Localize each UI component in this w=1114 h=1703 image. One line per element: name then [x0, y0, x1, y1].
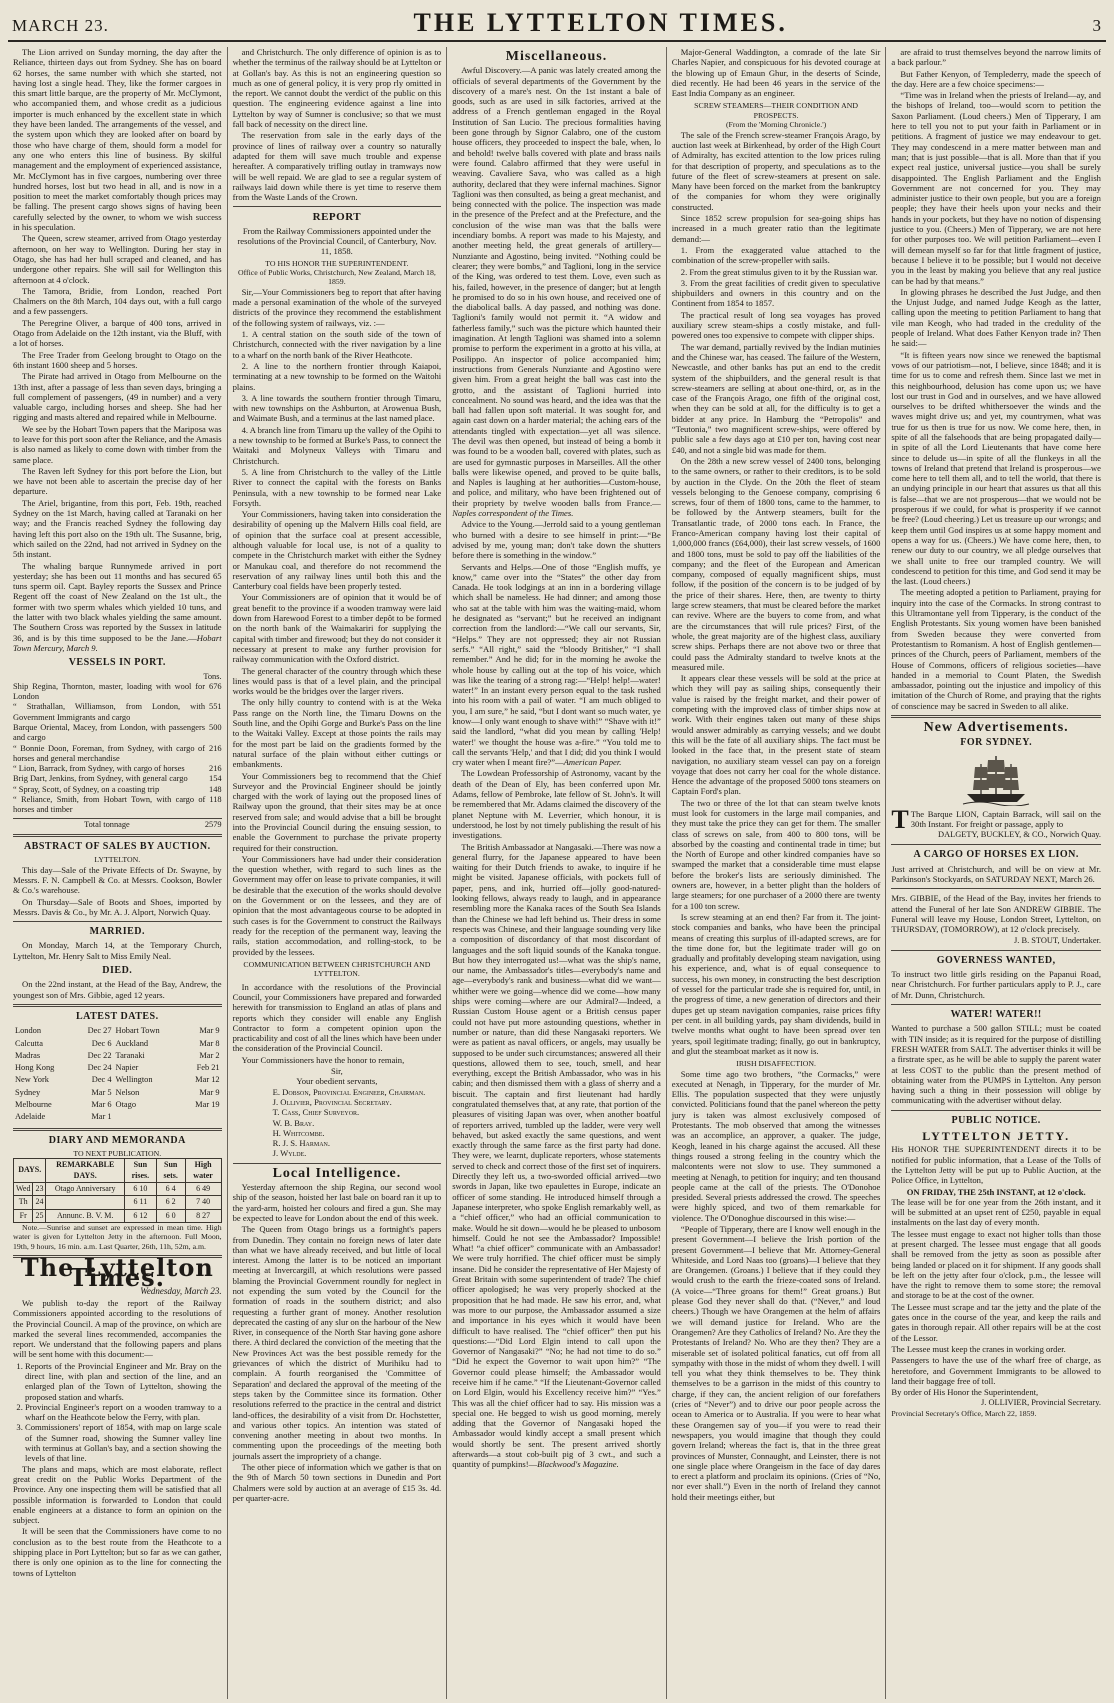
- diary-column-header: DAYS.: [14, 1159, 46, 1183]
- diary-header-row: [14, 1159, 222, 1183]
- screw-para-9: It appears clear these vessels will be sold at the price at which they will pay as sailing ships, consequently their value is raised by the freight market, and their power of competing with the improved class of timber ships now at work. With their engines taken out many of these ships would answer admirably as carrying vessels; and we doubt this will be the fate of all auxiliary ships. The fact must be looked in the face that, in the present state of steam navigation, no auxiliary steam vessel can pay on a foreign voyage that does not carry her coal for the whole distance. Hence the advantage of the proposed 5000 tons steamers on Captain Ford's plan.: [671, 673, 881, 797]
- vessel-row: [13, 702, 222, 723]
- died-heading: DIED.: [102, 965, 133, 977]
- dates-place: London: [15, 1026, 42, 1036]
- diary-cell: 8 27: [185, 1209, 221, 1222]
- report-signer: J. Ollivier, Provincial Secretary.: [272, 1096, 392, 1107]
- ad-jetty-body: His HONOR THE SUPERINTENDENT directs it to be notified for public information, that a Lease of the Tolls of the Lyttelton Jetty will be put up to Public Auction, at the Police Office, in Lyttelton,: [891, 1144, 1101, 1186]
- ad-governess-body: To instruct two little girls residing on the Papanui Road, near Christchurch. For further particulars apply to P. J., care of Mr. Dunn, Christchurch.: [891, 969, 1101, 1000]
- diary-row: [14, 1196, 222, 1209]
- ad-funeral: [891, 893, 1101, 945]
- shipping-news-10-text: The whaling barque Runnymede arrived in port yesterday; she has been out 11 months and has secured 65 tuns sperm oil. Capt. Bayley reports the Sussex and Prince Regent off the coast of New Zealand on the 1st ult., the former with two sperm whales which yielded 10 tuns, and the latter with two black whales yielding the same amount. The Southern Cross was reported by the Sussex in latitude 36, and is by this time supposed to be the Jane.—: [13, 560, 222, 643]
- ad-for-sydney-heading: FOR SYDNEY.: [960, 737, 1033, 749]
- editorial-masthead: The Lyttelton Times.: [20, 1253, 214, 1293]
- vessel-tons: 676: [209, 681, 222, 691]
- dates-value: Mar 8: [199, 1038, 220, 1048]
- vessel-row: [13, 682, 222, 703]
- column-5: [886, 47, 1106, 1699]
- vessel-tons: 216: [209, 743, 222, 753]
- ad-horses-heading: A CARGO OF HORSES EX LION.: [913, 849, 1079, 861]
- report-address: Office of Public Works, Christchurch, New Zealand, March 18, 1859.: [237, 268, 436, 287]
- report-signer: J. Wylde.: [272, 1148, 307, 1159]
- misc-source-1: Naples correspondent of the Times.: [452, 508, 574, 519]
- ad-jetty-para-7: By order of His Honor the Superintendent,: [891, 1387, 1039, 1398]
- shipping-news-6: The Pirate had arrived in Otago from Melbourne on the 13th inst, after a passage of less than seven days, bringing a full complement of passengers, (49 in number) and a very valuable cargo, including horses and sheep. She had her rigging and masts altered and repaired while in Melbourne.: [13, 371, 222, 423]
- report-para-2: 1. A central station on the south side of the town of Christchurch, connected with the river navigation by a line to a wharf on the north bank of the River Heathcote.: [232, 329, 442, 360]
- dates-row: [13, 1111, 222, 1123]
- divider: [13, 921, 222, 922]
- report-para-6: 5. A line from Christchurch to the valley of the Little River to connect the capital with the forests on Banks Peninsula, with a new township to be formed near Lake Forsyth.: [232, 466, 442, 508]
- irish-disaffection-heading: IRISH DISAFFECTION.: [736, 1059, 816, 1069]
- report-signer: H. Whitcombe.: [272, 1127, 325, 1138]
- diary-cell: Fr: [14, 1209, 33, 1222]
- abstract-place: LYTTELTON.: [94, 855, 141, 865]
- diary-cell: 25: [33, 1209, 46, 1222]
- ad-jetty-para-2: The lease will be for one year from the 26th instant, and it will be submitted at an upset rent of £250, payable in equal instalments on the last day of every month.: [891, 1196, 1101, 1228]
- papers-list-item: 3. Commissioners' report of 1854, with map on large scale of the Sumner road, showing the Sumner valley line with terminus at Gollan's bay, and a section showing the levels of that line.: [25, 1422, 222, 1463]
- screw-para-3: 1. From the exaggerated value attached to the combination of the screw-propeller with sails.: [671, 244, 881, 266]
- report-signer: W. B. Bray.: [272, 1117, 315, 1128]
- shipping-news-7: We see by the Hobart Town papers that the Mariposa was to leave for this port soon after the Reliance, and the Amasis is also named as likely to come down with timber from the same place.: [13, 423, 222, 465]
- diary-column-header: Sun rises.: [124, 1159, 156, 1183]
- misc-advice-young: Advice to the Young.—Jerrold said to a young gentleman who burned with a desire to see himself in print:—“Be advised by me, young man; don't take down the shutters before there is something in the window.”: [452, 519, 661, 561]
- died-notice: On the 22nd instant, at the Head of the Bay, Andrew, the youngest son of Mrs. Gibbie, aged 12 years.: [13, 979, 222, 1000]
- ad-jetty-para-4: The Lessee must scrape and tar the jetty and the plate of the gates once in the course of the year, and keep the rails and gates in thorough repair. All other repairs will be at the cost of the Lessor.: [891, 1301, 1101, 1343]
- ad-governess-heading: GOVERNESS WANTED,: [936, 954, 1056, 966]
- sailing-ship-icon: [961, 752, 1031, 806]
- column-1: [8, 47, 228, 1699]
- misc-astronomy: The Lowdean Professorship of Astronomy, vacant by the death of the Dean of Ely, has been conferred upon Mr. Adams, fellow of Pembroke, late fellow of St. John's. It will be remembered that Mr. Adams claimed the discovery of the planet Neptune with M. Leverrier, which honour, it is understood, he lost by not timely publishing the result of his investigations.: [452, 768, 661, 841]
- report-salutation: Sir,: [330, 1066, 343, 1077]
- dates-value: Mar 2: [199, 1050, 220, 1060]
- dates-value: Feb 21: [196, 1063, 220, 1073]
- irish-para-6: In glowing phrases he described the Just Judge, and then the Unjust Judge, and named Judge Keogh as the latter, calling upon the meeting to petition Parliament to hang that vile man Keogh, who had traded in the credulity of the people of Ireland. What does Father Kenyon trade in? Then he said:—: [891, 286, 1101, 349]
- ad-jetty-footer: Provincial Secretary's Office, March 22, 1859.: [891, 1408, 1037, 1418]
- dates-place: Auckland: [115, 1038, 149, 1048]
- vessel-tons: 216: [209, 764, 222, 774]
- ad-horses-body: Just arrived at Christchurch, and will be on view at Mr. Parkinson's Stockyards, on SATURDAY NEXT, March 26.: [891, 863, 1101, 885]
- total-tonnage-row: [13, 818, 222, 830]
- diary-note: Note.—Sunrise and sunset are expressed in mean time. High water is given for Lyttelton Jetty in the afternoon. Full Moon, 19th, 9 hours, 16 min. a.m. Last Quarter, 26th, 11h, 52m, a.m.: [13, 1222, 222, 1251]
- irish-para-1: Some time ago two brothers, “the Cormacks,” were executed at Nenagh, in Tipperary, for the murder of Mr. Ellis. The population suspected that they were unjustly convicted. Politicians found that the panel whereon the petty jury is taken was almost exclusively composed of Protestants. The mob observed that among the witnesses was an accomplice, an approver, a quaker. The judge, Keogh, leaned in his charge against the accused. All these things roused a strong feeling in the country which the malcontents were not slow to use. They summoned a meeting at Nenagh, to petition for inquiry; and ten thousand people came at the call of the priests. The O'Donohoe presided. Several priests addressed the crowd. The speeches were highly spiced, and two of them remarkable for violence. The O'Donoghue discoursed in this wise:—: [671, 1068, 881, 1223]
- report-para-13: In accordance with the resolutions of the Provincial Council, your Commissioners have prepared and forwarded herewith for transmission to England an atlas of plans and reports which they consider will enable any English Contractor to form a competent opinion upon the practicability and cost of all the lines which have been under the consideration of the Provincial Council.: [232, 981, 442, 1054]
- vessel-row: [13, 744, 222, 765]
- diary-cell: 24: [33, 1196, 46, 1209]
- ad-water-body: Wanted to purchase a 500 gallon STILL; must be coated with TIN inside; as it is required for the purpose of distilling FRESH WATER from SALT. The advertiser thinks it will be a firstrate spec, as he will be able to supply the parent water at less COST to the public than the present method of obtaining water from the PUMPS in Lyttelton. Any person having such a thing in their possession will oblige by communicating with the advertiser without delay.: [891, 1023, 1101, 1106]
- report-signer: E. Dobson, Provincial Engineer, Chairman.: [272, 1086, 426, 1097]
- report-para-4: 3. A line towards the southern frontier through Timaru, with new townships on the Ashburton, at Arowenua Bush, and Waimate Bush, and a terminus at the last named place.: [232, 392, 442, 424]
- report-para-7: Your Commissioners, having taken into consideration the desirability of opening up the Malvern Hills coal field, are of opinion that the surface coal at present accessible, although valuable for local use, is not of a quality to compete in the Christchurch market with either the Sydney or Manukau coal, and therefore do not recommend the reservation of any railway lines until both this and the Canterbury coal fields have been properly tested.: [232, 509, 442, 592]
- ad-jetty-heading: PUBLIC NOTICE.: [951, 1114, 1041, 1126]
- abstract-item-2: On Thursday—Sale of Boots and Shoes, imported by Messrs. Davis & Co., by Mr. A. J. Alport, Norwich Quay.: [13, 896, 222, 917]
- report-signer: R. J. S. Harman.: [272, 1138, 331, 1149]
- obituary-waddington: Major-General Waddington, a comrade of the late Sir Charles Napier, and conspicuous for his devoted courage at the blowing up of Emaun Ghur, in the deserts of Scinde, died recently. He had been 46 years in the service of the East India Company as an engineer.: [671, 47, 881, 99]
- screw-para-4: 2. From the great stimulus given to it by the Russian war.: [680, 266, 878, 277]
- misc-source-3: Blackwood's Magazine.: [537, 1459, 619, 1470]
- ad-for-sydney-body: [891, 804, 1101, 834]
- latest-dates-table: [13, 1025, 222, 1123]
- screw-para-2: Since 1852 screw propulsion for sea-going ships has increased in a much greater ratio than the legitimate demand:—: [671, 213, 881, 244]
- diary-cell: [46, 1196, 124, 1209]
- ad-jetty-notice: [891, 1116, 1101, 1418]
- divider: [891, 1110, 1101, 1111]
- report-para-10: The only hilly country to contend with is at the Weka Pass range on the North line, the Timaru Downs on the South line, and the Opihi Gorge and Burke's Pass on the line to the Waitaki Valley. Except at those points the rails may for the most part be laid on the gradients formed by the natural surface of the plain without either cuttings or embankments.: [232, 697, 442, 770]
- dates-value: [181, 1111, 221, 1123]
- dates-value: Mar 5: [91, 1087, 112, 1097]
- papers-list-item: 1. Reports of the Provincial Engineer and Mr. Bray on the direct line, with plan and section of the line, and an enlarged plan of the Town of Lyttelton, showing the proposed station and wharfs.: [25, 1361, 222, 1402]
- misc-awful-discovery-text: Awful Discovery.—A panic was lately created among the officials of several departments of the Government by the discovery of a mare's nest. On the 1st instant a bale of goods, such as are used in silk factories, arrived at the address of a French gentleman engaged in the Royal Institution of San Lucio. The precious formalities having been gone through by Signor Calabro, one of the custom house officers, they proceeded to inspect the bale, when, lo and behold! twelve balls covered with plate and brass nails were found. Calabro affirmed that they were useful in weaving. Cavaliere Sava, who was called as a high authority, declared that they were infernal machines. Signor Taglioni was then consulted, as being a great mechanist, and being connected with the police. The inspection was made in the presence of the Prefect and at the Prefecture, and the conclusion of the wise man was that the balls were incendiary bombs. A report was made to his Majesty, and another meeting held, the great generals of artillery—Nunziante and Agostino, being invited. “Nothing could be clearer; they were bombs,” and Taglioni, long in the service of the King, was ordered to test them. Love, even such as his, failed, however, in the presence of danger; but at length he promised to do so in his own house, and received one of the diabolical balls. A day passed, and nothing was done. Taglioni's family would not permit it. “A widow and fatherless family,” such was the picture which haunted their imagination. At length Taglioni was shamed into a solemn promise to perform the experiment in a grotto at his villa, at Posilippo. An inspector of police accompanied him; instructions from Generals Nunziante and Agostino were given him. From a great height the ball was cast into the grotto, and the assistant of Taglioni hurried into concealment. No sound was heard, and the idea was that the ball had fallen upon soft material. It was sought for, and again cast down on a harder material; the aching ears of the attendants tingled with expectation—yet all was silence. The devil was then opened, but instead of being a bomb it was found to be a wooden ball, covered with plates, such as are used for gymnastic purposes in Marseilles. All the other balls were likewise opened, and proved to be quite balls, and Naples is laughing at her authorities—Custom-house, and police, and military, who have been frightened out of their propriety by twelve wooden balls from France.—: [452, 65, 661, 508]
- diary-column-header: High water: [185, 1159, 221, 1183]
- screw-para-7: The war demand, partially revived by the Indian mutinies and the Chinese war, has ceased. The failure of the Western, Newcastle, and other banks has put an end to the credit system of the shipbuilders, and the general result is that screw-steamers are selling at about one-third, or, as in the case of the François Arago, one fifth of the original cost, when they can be sold at all, for the difficulty is to get a bidder at any price. In Hamburg the “Petropolis” and “Teutonia,” two magnificent screw-ships, were offered by public sale a few days ago at £10 per ton, having cost near £40, and not a single bid was made for them.: [671, 341, 881, 455]
- report-signer: T. Cass, Chief Surveyor.: [272, 1107, 360, 1118]
- vessel-name: “ Strathallan, Williamson, from London, with Government Immigrants and cargo: [13, 702, 206, 722]
- dates-value: Dec 24: [87, 1063, 112, 1073]
- dates-row: [13, 1074, 222, 1086]
- new-advertisements-heading: New Advertisements.: [923, 720, 1069, 735]
- dates-place: Calcutta: [15, 1038, 43, 1048]
- diary-cell: 7 40: [185, 1196, 221, 1209]
- local-para-2: The Queen from Otago brings us a fortnight's papers from Dunedin. They contain no foreign news of later date than what we have already received, and but little of local interest. Among the latter is to be noticed an important meeting at Invercargill, at which resolutions were passed blaming the Provincial Government roundly for neglect in not expending the sum voted by the Council for the formation of roads in the southern district; and also requesting a further grant of money. Another resolution deprecated the casting of any slur on the harbour of the New River, in consequence of the North Star having gone ashore there. A third declared the conviction of the meeting that the New Provinces Act was the best possible remedy for the grievances of which the district of Murihiku had to complain. A fourth reorganised the 'Committee of Separation' and declared the approval of the meeting of the steps taken by the Committee since its formation. Other resolutions referred to the practice in the central and district land-offices, the desirability of a visit from Dr. Hochstetter, and various other topics. An intention was stated of convening another meeting in about two months. In commenting upon the proceedings of the meeting both journals assert the impropriety of a change.: [232, 1224, 442, 1461]
- divider: [891, 715, 1101, 718]
- shipping-news-3: The Tamora, Bridie, from London, reached Port Chalmers on the 8th March, 104 days out, with a full cargo and a few passengers.: [13, 285, 222, 317]
- local-para-3: The other piece of information which we gather is that on the 9th of March 50 town sections in Dunedin and Port Chalmers were sold by auction at an average of £15 3s. 4d. per quarter-acre.: [232, 1462, 442, 1503]
- diary-subheading: TO NEXT PUBLICATION.: [73, 1148, 162, 1158]
- miscellaneous-heading: Miscellaneous.: [505, 49, 608, 64]
- diary-cell: 6 11: [124, 1196, 156, 1209]
- ad-funeral-body: Mrs. GIBBIE, of the Head of the Bay, invites her friends to attend the Funeral of her late Son ANDREW GIBBIE. The Funeral will leave my House, London Street, Lyttelton, on THURSDAY, (TOMORROW), at 12 o'clock precisely.: [891, 893, 1101, 935]
- dates-value: Mar 9: [199, 1087, 220, 1097]
- vessel-name: “ Reliance, Smith, from Hobart Town, with cargo of horses and timber: [13, 795, 206, 815]
- diary-cell: 6 12: [124, 1209, 156, 1222]
- dates-value: Dec 22: [87, 1050, 112, 1060]
- abstract-item-1: This day—Sale of the Private Effects of Dr. Swayne, by Messrs. F. N. Campbell & Co. at Messrs. Cookson, Bowler & Co.'s warehouse.: [13, 864, 222, 896]
- ad-water: [891, 1010, 1101, 1106]
- report-para-9: The general character of the country through which these lines would pass is that of a level plain, and the principal works would be the bridges over the larger rivers.: [232, 665, 442, 697]
- dates-value: Dec 27: [87, 1026, 112, 1036]
- dates-value: Dec 6: [91, 1038, 112, 1048]
- dates-row: [13, 1038, 222, 1050]
- dates-place: New York: [15, 1075, 49, 1085]
- column-4: [667, 47, 887, 1699]
- ad-jetty-para-6: Passengers to have the use of the wharf free of charge, as heretofore, and Government Immigrants to be allowed to land their baggage free of toll.: [891, 1355, 1101, 1386]
- ad-jetty-signature: J. OLLIVIER, Provincial Secretary.: [981, 1398, 1101, 1408]
- report-signatures: [233, 1087, 442, 1159]
- dates-place: Sydney: [15, 1087, 41, 1097]
- irish-para-5: “Time was in Ireland when the priests of Ireland—ay, and the bishops of Ireland, too—would scorn to petition the Saxon Parliament. (Loud cheers.) Men of Tipperary, I am here to tell you not to put your faith in Parliament or in petitions. A fragment of justice we may endeavour to get. They may condescend in a mere matter between man and man; that is just possible—that is all. More than that if you expect real justice, universal justice—you shall be surely disappointed. The English Parliament and the English Government are not concerned for you. They may administer justice to their own people, but you are a foreign people; they have their heels upon your necks and their hands in your pockets, but they have no notion of dispensing justice to you. (Cheers.) Men of Tipperary, we are not here for other purposes too. We will petition Parliament—even I will demean myself so far for that little fragment of justice, because I believe it to be possible; but I would not deceive you in the least by making you believe that any real justice can be had by that means.”: [891, 90, 1101, 286]
- editorial-date: Wednesday, March 23.: [140, 1285, 222, 1296]
- report-para-14: Your Commissioners have the honor to remain,: [241, 1054, 405, 1065]
- dates-value: Mar 12: [195, 1075, 220, 1085]
- vessel-tons: 118: [209, 795, 222, 805]
- vessel-row: [13, 774, 222, 784]
- diary-cell: 6 49: [185, 1182, 221, 1195]
- dropcap: T: [891, 804, 909, 834]
- tons-header: [13, 672, 222, 682]
- vessel-name: Brig Dart, Jenkins, from Sydney, with general cargo: [13, 774, 188, 784]
- diary-cell: Otago Anniversary: [46, 1182, 124, 1195]
- misc-ambassador: [452, 842, 661, 1470]
- total-tonnage-label: Total tonnage: [84, 819, 130, 829]
- dates-place: Napier: [115, 1063, 139, 1073]
- dates-value: Dec 4: [91, 1075, 112, 1085]
- vessel-row: [13, 785, 222, 795]
- tons-label: Tons.: [203, 671, 222, 681]
- newspaper-title: THE LYTTELTON TIMES.: [413, 8, 788, 37]
- dates-place: Nelson: [115, 1087, 140, 1097]
- shipping-news-8: The Raven left Sydney for this port before the Lion, but we have not been able to ascertain the precise day of her departure.: [13, 465, 222, 497]
- dates-value: Mar 19: [195, 1100, 220, 1110]
- screw-para-8: On the 28th a new screw vessel of 2400 tons, belonging to the same owners, or rather to their creditors, is to be sold by auction in the Clyde. On the 20th the fleet of steam vessels belonging to the Genoese company, comprising 6 screws, four of them of 1800 tons, came to the hammer, to be followed by the Antwerp steamers, built for the Transatlantic trade, of 2000 tons each. In France, the Franco-American company having lost their capital of 1,000,000 francs (£64,000), their last screw vessels, of 1600 and 1800 tons, must be sold to pay off the liabilities of the company; and the fleet of the European and American company, composed of equally magnificent ships, must follow, if the position of the concern is to be judged of by the price of their shares. Here, then, are twenty to thirty large screw steamers, that must be cleared before the market can revive. Where are the buyers to come from, and what are the circumstances that will rule prices? First, of the whole, the great majority are of the highest class, auxiliary screw ships. Perhaps there are not above two or three that could pass the Admiralty standard to twelve knots at the measured mile.: [671, 455, 881, 672]
- ad-horses: [891, 850, 1101, 884]
- total-tonnage-value: 2579: [204, 819, 222, 829]
- screw-para-6: The practical result of long sea voyages has proved auxiliary screw steam-ships a costly mistake, and full-powered ones too expensive to compete with clipper ships.: [671, 309, 881, 341]
- dates-value: Mar 6: [91, 1100, 112, 1110]
- screw-steamers-heading: SCREW STEAMERS—THEIR CONDITION AND PROSPECTS.: [694, 101, 858, 120]
- report-para-8: Your Commissioners are of opinion that it would be of great benefit to the province if a wooden tramway were laid down from Harewood Forest to a timber depôt to be formed on the north bank of the Waimakariri for supplying the capital with timber and firewood; but they do not consider it necessary at present to make any further provision for railway communication with the Oxford district.: [232, 592, 442, 665]
- report-para-5: 4. A branch line from Timaru up the valley of the Opihi to a new township to be formed at Burke's Pass, to connect the Waitaki and Molyneux Valleys with Timaru and Christchurch.: [232, 424, 442, 466]
- screw-para-11: Is screw steaming at an end then? Far from it. The joint-stock companies and banks, who have been the principal means of creating this surplus of ill-adapted screws, are for the time done for, but the legitimate trader will go on gradually and profitably developing steam navigation, using his experience, and, what is of equal consequence to success, his own money, in constructing the best description of vessel for the particular trade she is required for, until, in the progress of time, a new generation of directors and their dupes get up steam navigation companies, raise prices fifty per cent. in all building yards, pay sham dividends, build in twelve months what ought to have been spread over ten years, spoil legitimate trading; finally, go out in bankruptcy, and glut the steamboat market as it now is.: [671, 911, 881, 1056]
- diary-column-header: REMARKABLE DAYS.: [46, 1159, 124, 1183]
- dates-place: Hobart Town: [115, 1026, 160, 1036]
- vessel-tons: 148: [209, 784, 222, 794]
- divider: [233, 1163, 442, 1164]
- shipping-news-5: The Free Trader from Geelong brought to Otago on the 6th instant 1600 sheep and 5 horses.: [13, 349, 222, 370]
- column-2: [228, 47, 448, 1699]
- vessels-heading: VESSELS IN PORT.: [68, 657, 166, 669]
- editorial-para-5: The reservation from sale in the early days of the province of lines of railway over a country so naturally adapted for them will save much trouble and expense hereafter. A comparatively trifling outlay in tramways now will be well repaid. We are glad to see a regular system of railways laid down while there is yet time to reserve them from the Waste Lands of the Crown.: [232, 130, 442, 203]
- diary-cell: 6 0: [156, 1209, 185, 1222]
- diary-cell: Th: [14, 1196, 33, 1209]
- misc-servants-helps-text: Servants and Helps.—One of those “English muffs, ye know,” came over into the “States” the other day from Canada. He took lodgings at an inn in a bordering village which shall be nameless. He had dinner; and among those who sat at the table with him was the waiting-maid, whom he designated as “servant;” but he received an indignant correction from the landlord:—“We call our servants, Sir, “Helps.” They are not oppressed; they air not Russian serfs.” “All right,” said the “bloody Britisher,” “I shall remember.” And he did; for in the morning he awoke the whole house by calling out at the top of his voice, which was like the tearing of a strong rag:—“Help! help!—water! water!” In an instant every person equal to the task rushed into his room with a pail of water. “I am much obliged to you, I am sure,” he said, “but I dont want so much water, ye know—I only want enough to shave with!” “Shave with it!” said the landlord, “what did you mean by calling 'Help! water!' we thought the house was a-fire.” “You told me to call the servants 'Help,' and that I did; did you think I would cry water when I meant fire?”—: [452, 561, 661, 768]
- diary-cell: Annunc. B. V. M.: [46, 1209, 124, 1222]
- irish-para-7: “It is fifteen years now since we renewed the baptismal vows of our patriotism—not, I believe, since 1848; and it is time for us to come and refresh them. Since last we met in this neighbourhood, delusion has come upon us; we have lost our trust in God and in ourselves, and we have allowed ourselves to be drifted whithersoever the winds and the waves might drive us; and yet, my countrymen, what was true for us then is true for us now. We come here, then, in spite of all the falsehoods that are being propagated daily—in spite of all the Lord Lieutenants that have come here since to delude us—in spite of all the flunkeys in all the towns of Ireland that pretend that Ireland is prosperous—we come here to tell them all, and to tell the world, that there is an undying principle in our heart that assures us that all this is false—that we are not prosperous—that we would not be prosperous if we could, for what is prosperity if we cannot be free? (Loud cheering.) Let us treasure up our wrongs; and keep them until God inspires us at some happy moment and opens a way for us. (Cheers.) We have come here, then, to renew our duty to our country, we all pledge ourselves that we shall unite to free our trampled country. We will condescend to petition for this time, and God send it may be the last. (Loud cheers.): [891, 349, 1101, 587]
- columns: [8, 47, 1106, 1699]
- diary-column-header: Sun sets.: [156, 1159, 185, 1183]
- diary-cell: 6 2: [156, 1196, 185, 1209]
- report-addressee: TO HIS HONOR THE SUPERINTENDENT.: [265, 258, 409, 268]
- dates-row: [13, 1062, 222, 1074]
- report-para-12: Your Commissioners have had under their consideration the question whether, with regard to such lines as the Government may offer on lease to private companies, it will be desirable that the execution of the works should devolve on the Government or on the lessees, and they are of opinion that the most advantageous course to be adopted in such cases is for the Government to construct the Railways ready for the reception of the permanent way, leaving the rails, station accommodation, and rolling-stock, to be provided by the lessees.: [232, 853, 442, 957]
- shipping-news-source: Hobart Town Mercury, March 9.: [13, 632, 222, 653]
- ad-jetty-title: LYTTELTON JETTY.: [922, 1129, 1071, 1144]
- dates-row: [13, 1025, 222, 1037]
- editorial-para-4: and Christchurch. The only difference of opinion is as to whether the terminus of the railway should be at Lyttelton or at Gollan's bay. As this is not an engineering question so much as one of general policy, it is very prop rly omitted in the report. We cannot doubt the verdict of the public on this question. The engineering evidence against a line into Lyttelton by way of Sumner is conclusive; so that we must fall back of necessity on the direct line.: [232, 47, 442, 130]
- diary-cell: Wed: [14, 1182, 33, 1195]
- misc-ambassador-text: The British Ambassador at Nangasaki.—There was now a general flurry, for the Japanese appeared to have been waiting for their Dutch friends to awake, to inquire if he might be visited. Japanese officials, with pockets full of paper, pens, and ink, hurried off—jolly good-natured-looking fellows, always ready to laugh, and in appearance resembling more the Kanaka races of the South Sea Islands than the Chinese we had left behind us. Their dress in some respects was Chinese, and their language sounding very like a composition of discordancy of that most discordant of languages and the soft liquid sounds of the Kanaka tongue. But how they interrogated us!—what was the ship's name, our name, the Ambassador's titles—everybody's name and age—everybody's rank and business—what did we want—whither were we going—whence did we come—how many ships were coming—where are our Admiral?—Indeed, a Russian Custom House agent or a British census paper could not have put more astounding questions, whether in number or nature, than did these Nangasaki reporters. We were as patient as naval officers, or angels, may usually be supposed to be under such circumstances; answered all their questions, allowed them to see, touch, smell, and hear everything, except the British Ambassador, who was in his cabin; and then dismissed them with a glass of sherry and a biscuit. The captain and first lieutenant had hardly congratulated themselves that, at any rate, that portion of the pleasures of visiting Japan was over, when another boatful of reporters arrived, tumbled up the ladder, were very well behaved, but asked exactly the same questions, and went exactly through the same farce as the first party had done. They were, we learnt, duplicate reporters, whose statements served to check and correct those of the first set of inquirers. Directly they left us, a two-sworded official arrived—two swords in Japan, like two epaulettes in Europe, indicate an officer of some standing. He introduced himself through a Japanese interpreter, who spoke English remarkably well, as a “chief officer,” who had an official communication to make. Would he sit down—would he be pleased to unbosom himself. Could he not see the Ambassador? Impossible! What! “a chief officer” communicate with an Ambassador! We were truly horrified. The chief officer must be simply insane. Did he consider the representative of Her Majesty of Great Britain with some superintendent of trade? The chief officer apologised; he was very properly shocked at the proposition that he had made. He saw his error, and, what was more to our purpose, the Ambassador assumed a size and importance in his eyes which it would have been difficult to have realised. The “chief officer” then put his questions:—“Did Lord Elgin intend to call upon the Governor of Nangasaki?” “No; he had not time to do so.” “Did he expect the Governor to wait upon him?” “The Governor could please himself; the Ambassador would receive him if he came.” “If the Lieutenant-Governor called on Lord Elgin, would his Excellency receive him?” “Yes.” This was all the chief officer had to say. His mission was a special one. He begged to wish us good morning, merely adding that the Governor of Nangasaki hoped the Ambassador would kindly accept a small present which would shortly be sent. The present arrived shortly afterwards—a stout cob-built pig of 3 cwt., and such a quantity of pumpkins!—: [452, 841, 661, 1470]
- married-notice: On Monday, March 14, at the Temporary Church, Lyttelton, Mr. Henry Salt to Miss Emily Neal.: [13, 940, 222, 961]
- ad-water-heading: WATER! WATER!!: [950, 1009, 1042, 1021]
- irish-para-8: The meeting adopted a petition to Parliament, praying for inquiry into the case of the Cormacks. In strong contrast to this Ultramontane yell from Tipperary, is the conduct of the English Protestants. Six young women have been banished from Sweden because they were converted from Protestantism to Romanism. A host of English gentlemen—princes of the Church, peers of Parliament, members of the House of Commons, officers of religious societies—have handed in a memorial to Count Platen, the Swedish ambassador, pointing out the injustice and impolicy of this imitation of the Church of Rome, and praying that the rights of conscience may be sacred in Sweden to all alike.: [891, 587, 1101, 711]
- local-intelligence-heading: Local Intelligence.: [272, 1165, 402, 1181]
- editorial-para-2: The plans and maps, which are most elaborate, reflect great credit on the Public Works Department of the Province. Any one inspecting them will be satisfied that all possible information is forwarded to London that could enable engineers at a distance to form an opinion on the subject.: [13, 1463, 222, 1526]
- report-para-11: Your Commissioners beg to recommend that the Chief Surveyor and the Provincial Engineer should be jointly charged with the work of laying out the proposed lines of Railway upon the ground, that their sites may be at once reserved from sale; and would advise that a bill be brought into the Provincial Council during the ensuing session, to enable the Government to purchase the private property required for their construction.: [232, 770, 442, 853]
- divider: [233, 206, 442, 207]
- screw-para-1: The sale of the French screw-steamer François Arago, by auction last week at Birkenhead, by order of the High Court of Admiralty, has excited attention to the low prices ruling for that description of property, and speculations as to the future of the fleet of screw-steamers at present on sale. Many have been forced on the market from the bankruptcy of the companies for whom they were originally constructed.: [671, 129, 881, 212]
- masthead-date: MARCH 23.: [12, 16, 109, 35]
- dates-place: Madras: [15, 1050, 41, 1060]
- vessel-tons: 154: [209, 774, 222, 784]
- abstract-heading: ABSTRACT OF SALES BY AUCTION.: [23, 840, 211, 852]
- page-number: 3: [1092, 16, 1102, 35]
- editorial-para-1: We publish to-day the report of the Railway Commissioners appointed according to the resolutions of the Provincial Council. A map of the province, on which are marked the several lines recommended, accompanies the report. We understand that the following papers and plans will be sent home with this document:—: [13, 1297, 222, 1360]
- diary-cell: 6 4: [156, 1182, 185, 1195]
- irish-para-4: But Father Kenyon, of Templederry, made the speech of the day. Here are a few choice specimens:—: [891, 68, 1101, 89]
- column-3: [447, 47, 667, 1699]
- ad-for-sydney-text: The Barque LION, Captain Barrack, will sail on the 30th Instant. For freight or passage, apply to: [910, 808, 1101, 829]
- misc-awful-discovery: [452, 65, 661, 518]
- ad-funeral-signature: J. B. STOUT, Undertaker.: [1014, 935, 1101, 945]
- dates-row: [13, 1087, 222, 1099]
- dates-value: Mar 1: [91, 1112, 112, 1122]
- irish-para-3: are afraid to trust themselves beyond the narrow limits of a back parlour.”: [891, 47, 1101, 68]
- ad-for-sydney: [891, 738, 1101, 840]
- diary-row: [14, 1209, 222, 1222]
- misc-source-2: American Paper.: [563, 757, 622, 768]
- vessel-list: [13, 682, 222, 816]
- editorial-para-3: It will be seen that the Commissioners have come to no conclusion as to the best route from the Heathcote to a shipping place in Port Lyttelton; but so far as we can gather, there is only one opinion as to the line for connecting the towns of Lyttelton: [13, 1526, 222, 1578]
- dates-place: [114, 1111, 182, 1123]
- divider: [13, 1128, 222, 1131]
- vessel-name: Barque Oriental, Macey, from London, with passengers and cargo: [13, 723, 206, 743]
- divider: [891, 844, 1101, 845]
- diary-cell: 23: [33, 1182, 46, 1195]
- papers-list-item: 2. Provincial Engineer's report on a wooden tramway to a wharf on the Heathcote below the Ferry, with plan.: [25, 1402, 222, 1423]
- dates-place: Hong Kong: [15, 1063, 55, 1073]
- report-closing: Your obedient servants,: [296, 1076, 378, 1087]
- ad-jetty-date: ON FRIDAY, THE 25th INSTANT, at 12 o'clock.: [906, 1186, 1086, 1197]
- report-para-3: 2. A line to the northern frontier through Kaiapoi, terminating at a new township to be formed on the Waitohi plains.: [232, 360, 442, 392]
- dates-row: [13, 1050, 222, 1062]
- ad-jetty-para-3: The lessee must engage to exact not higher tolls than those at present charged. The lessee must engage that all goods shall be removed from the jetty as soon as possible after being landed or placed on it for shipment. If any goods shall be left on the jetty after four o'clock, p.m., the lessee will have the right to remove them to some store; the removal and storage to be at the cost of the owner.: [891, 1228, 1101, 1301]
- vessel-tons: 551: [209, 702, 222, 712]
- dates-value: Mar 9: [199, 1026, 220, 1036]
- screw-para-10: The two or three of the lot that can steam twelve knots must look for customers in the large mail companies, and they must take the price they can get for them. The smaller class of screws on sale, from 400 to 800 tons, will be absorbed by the coasting and continental trade in time; but the North of Europe and other kindred companies have so swamped the market that a considerable time must elapse before the broker's lists are seriously diminished. The owners are, however, in a better plight than the holders of large steamers; for one purchaser of a 2000 there are twenty for a 100 ton screw.: [671, 797, 881, 911]
- report-subheading: From the Railway Commissioners appointed under the resolutions of the Provincial Council, of Canterbury, Nov. 11, 1858.: [237, 225, 437, 257]
- vessel-row: [13, 723, 222, 744]
- shipping-news-4: The Peregrine Oliver, a barque of 400 tons, arrived in Otago from Adelaide on the 12th instant, via the Bluff, with a lot of horses.: [13, 317, 222, 349]
- vessel-row: [13, 795, 222, 816]
- dates-place: Otago: [115, 1100, 137, 1110]
- dates-row: [13, 1099, 222, 1111]
- shipping-news-9: The Ariel, brigantine, from this port, Feb. 19th, reached Sydney on the 1st March, having called at Taranaki on her way; and the Francis reached Sydney the following day having left this port also on the 19th ult. The Susanne, brig, which sailed on the 22nd, had not arrived in Sydney on the 5th instant.: [13, 497, 222, 560]
- masthead: [8, 8, 1106, 42]
- screw-steamers-source: (From the 'Morning Chronicle.'): [725, 120, 827, 130]
- married-heading: MARRIED.: [89, 926, 145, 938]
- divider: [13, 834, 222, 837]
- dates-place: Taranaki: [115, 1050, 145, 1060]
- vessel-name: Ship Regina, Thornton, master, loading with wool for London: [13, 681, 206, 702]
- vessel-row: [13, 764, 222, 774]
- ad-for-sydney-signature: DALGETY, BUCKLEY, & CO., Norwich Quay.: [938, 830, 1101, 840]
- diary-table: [13, 1158, 222, 1222]
- report-heading: REPORT: [312, 211, 362, 224]
- report-para-1: Sir,—Your Commissioners beg to report that after having made a personal examination of the whole of the surveyed districts of the province they recommend the establishment of the following system of railways, viz. :—: [232, 286, 442, 328]
- communication-heading: COMMUNICATION BETWEEN CHRISTCHURCH AND LYTTELTON.: [243, 959, 431, 979]
- irish-para-2: “People of Tipperary, there are I know well enough in the present Government—I believe the Irish portion of the present Government—I believe that Mr. Attorney-General Whiteside, and Lord Naas too (groans)—I believe that they are Orangemen. (Groans.) I believe that if they could they would crush to the earth the frieze-coated sons of Ireland. (A voice—“Three groans for them!” Great groans.) But please God they never shall do that. (“Never,” and loud cheers.) Though we have Orangemen at the helm of affairs we will demand justice for Ireland. Who are the Orangemen? Are they Catholics of Ireland? No. Are they the Protestants of Ireland? No. Who are they then? They are a miserable set of isolated political fanatics, cut off from all sympathy with those in the midst of whom they dwell. I will tell you what they think themselves to be. They think themselves to be a garrison in the midst of this country to charge, if they can, the ancient religion of our forefathers (cries of “Never”) and to drive our poor people across the ocean to America or to Australia. If you were to hear what these Orangemen say of you—if you were to read their newspapers, you would imagine that though they could govern Ireland; whereas the fact is, that in the three great provinces of Munster, Connaught, and Leinster, there is not one single place where Orangeism in the face of day dares to erect a platform and proclaim its opinions. (Cries of “No, nor ever shall.”) Even in the north of Ireland they cannot hold their meetings either, but: [671, 1223, 881, 1502]
- ad-jetty-para-5: The Lessee must keep the cranes in working order.: [891, 1343, 1066, 1354]
- diary-row: [14, 1182, 222, 1195]
- shipping-news-2: The Queen, screw steamer, arrived from Otago yesterday afternoon, on her way to Wellington. During her stay in Otago, she has had her hull scraped and cleaned, and has undergone other repairs. She will sail for Wellington this afternoon at 4 o'clock.: [13, 233, 222, 285]
- divider: [891, 1004, 1101, 1005]
- latest-dates-heading: LATEST DATES.: [75, 1010, 159, 1022]
- dates-place: Adelaide: [15, 1112, 46, 1122]
- shipping-news-1: The Lion arrived on Sunday morning, the day after the Reliance, thirteen days out from Sydney. She has on board 62 horses, the same number with which she started, not having lost a single head. They, like the former cargoes in this smart little barque, are the property of Mr. McClymont, who accompanied them, and whose credit as a judicious importer is much enhanced by the excellent state in which they have been landed. The arrangements of the vessel, and the system upon which they are looked after on board by those who have charge of them, should form a model for any one who enters this line of business. By skilful management and the employment of experienced assistance, Mr. McClymont has in five cargoes, numbering over three hundred horses, lost but two head in all, and is now in a position to meet the market comfortably though prices may be falling. The present cargo shows signs of having been carefully selected by the owner, to whom we wish success in his speculation.: [13, 47, 222, 233]
- vessel-name: “ Spray, Scott, of Sydney, on a coasting trip: [13, 784, 160, 794]
- divider: [13, 1004, 222, 1007]
- screw-para-5: 3. From the great facilities of credit given to speculative shipbuilders and owners in this country and on the Continent from 1854 to 1857.: [671, 277, 881, 309]
- local-para-1: Yesterday afternoon the ship Regina, our second wool ship of the season, hoisted her last bale on board ran it up to the yard-arm, hoisted her colours and fired a gun. She may be expected to leave for London about the end of this week.: [232, 1182, 442, 1223]
- diary-cell: 6 10: [124, 1182, 156, 1195]
- diary-heading: DIARY AND MEMORANDA: [48, 1134, 186, 1146]
- divider: [891, 888, 1101, 889]
- divider: [891, 950, 1101, 951]
- vessel-name: “ Lion, Barrack, from Sydney, with cargo of horses: [13, 764, 185, 774]
- vessel-tons: 500: [209, 723, 222, 732]
- misc-servants-helps: [452, 562, 661, 768]
- vessel-name: “ Bonnie Doon, Foreman, from Sydney, with cargo of horses and general merchandise: [13, 743, 206, 763]
- papers-list: [13, 1361, 222, 1464]
- dates-place: Melbourne: [15, 1100, 52, 1110]
- shipping-news-10: [13, 561, 222, 654]
- dates-place: Wellington: [115, 1075, 153, 1085]
- ad-governess: [891, 956, 1101, 1000]
